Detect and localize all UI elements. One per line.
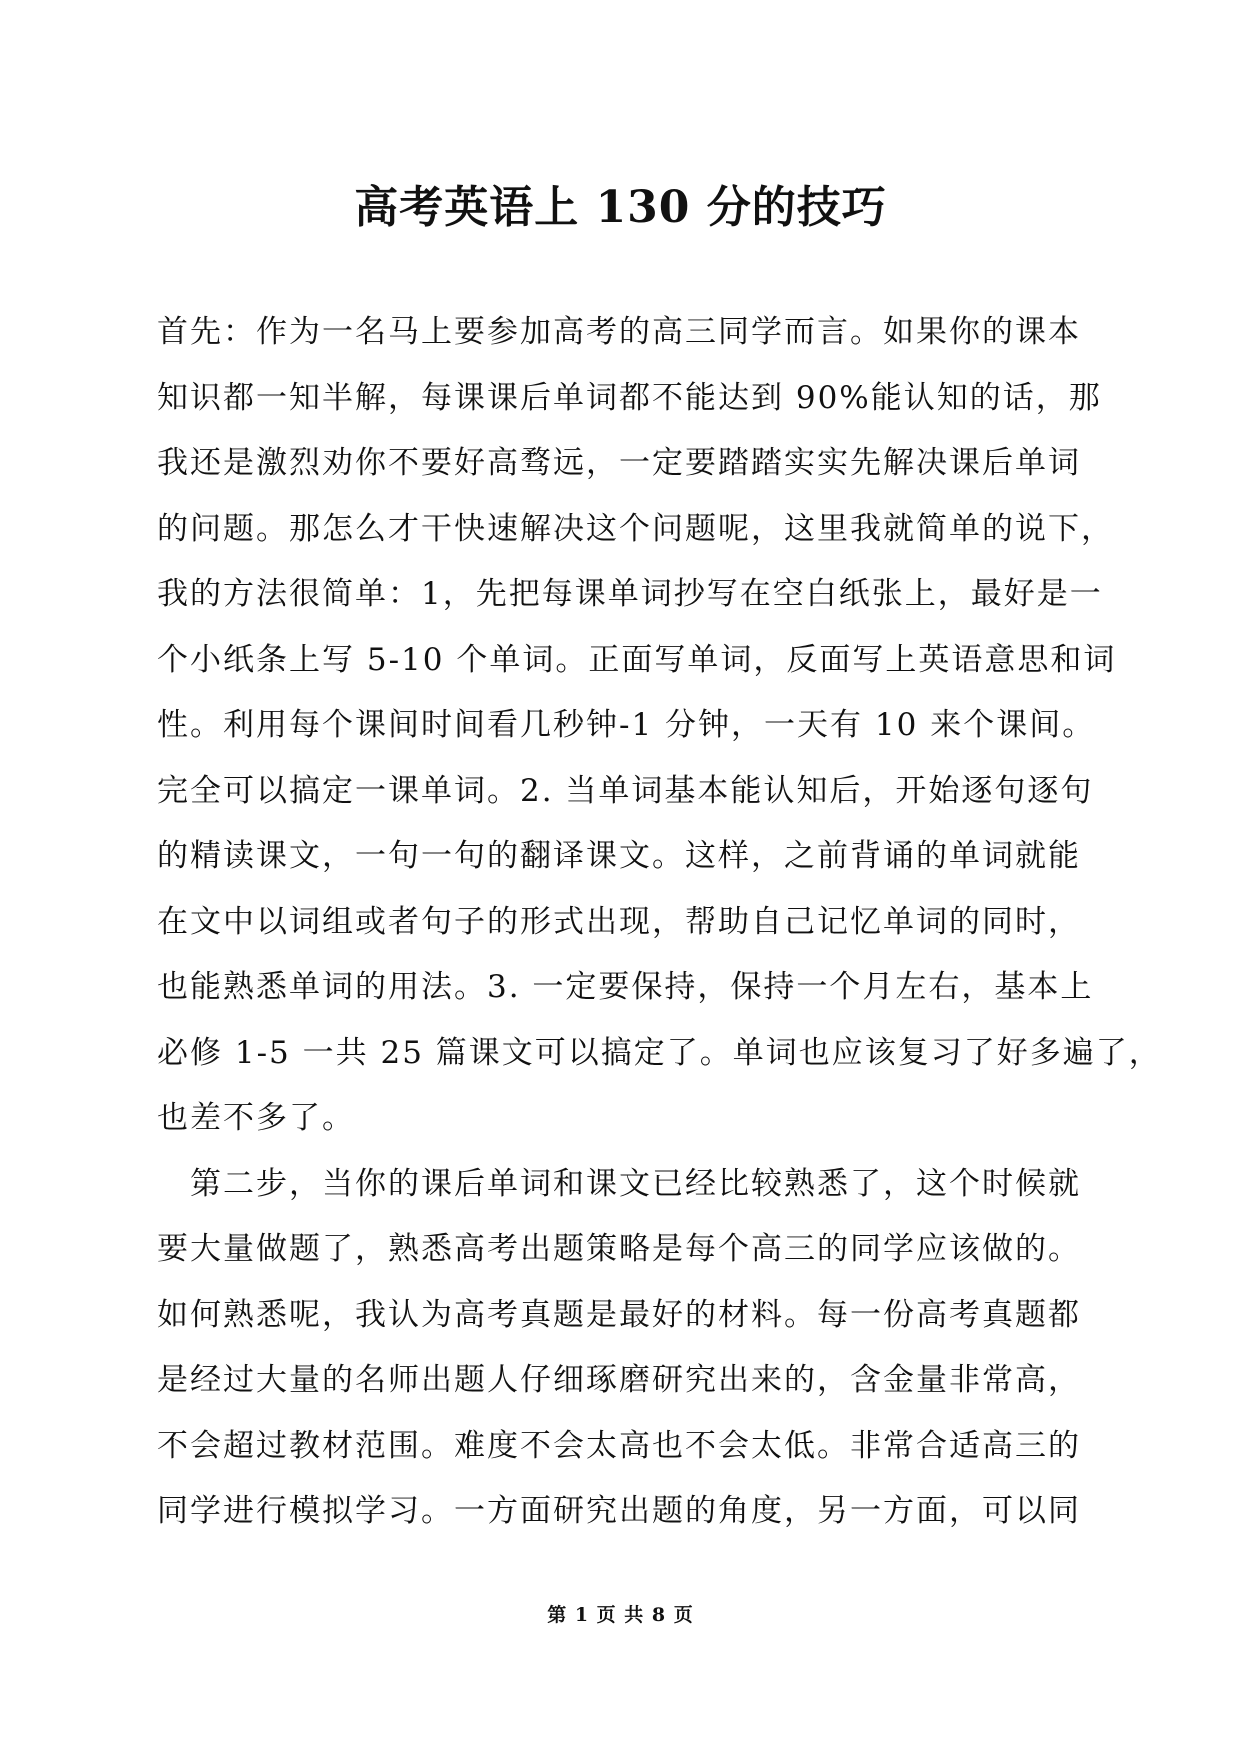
text-line: 在文中以词组或者句子的形式出现，帮助自己记忆单词的同时， — [157, 903, 1081, 940]
text-line: 如何熟悉呢，我认为高考真题是最好的材料。每一份高考真题都 — [157, 1296, 1081, 1333]
text-line: 也能熟悉单词的用法。3. 一定要保持，保持一个月左右，基本上 — [157, 969, 1094, 1005]
text-line: 的问题。那怎么才干快速解决这个问题呢，这里我就简单的说下， — [157, 510, 1114, 547]
text-line: 个小纸条上写 5-10 个单词。正面写单词，反面写上英语意思和词 — [157, 641, 1117, 678]
text-line: 要大量做题了，熟悉高考出题策略是每个高三的同学应该做的。 — [157, 1231, 1081, 1267]
text-line: 也差不多了。 — [157, 1100, 355, 1136]
text-line: 同学进行模拟学习。一方面研究出题的角度，另一方面，可以同 — [157, 1493, 1081, 1529]
text-line: 完全可以搞定一课单词。2. 当单词基本能认知后，开始逐句逐句 — [157, 772, 1094, 809]
text-line: 我的方法很简单：1，先把每课单词抄写在空白纸张上，最好是一 — [157, 576, 1103, 612]
text-line: 的精读课文，一句一句的翻译课文。这样，之前背诵的单词就能 — [157, 838, 1081, 874]
text-line: 第二步，当你的课后单词和课文已经比较熟悉了，这个时候就 — [157, 1165, 1081, 1202]
text-line: 性。利用每个课间时间看几秒钟-1 分钟，一天有 10 来个课间。 — [157, 707, 1096, 743]
page-number-footer: 第 1 页 共 8 页 — [547, 1604, 694, 1626]
text-line: 不会超过教材范围。难度不会太高也不会太低。非常合适高三的 — [157, 1427, 1081, 1464]
text-line: 是经过大量的名师出题人仔细琢磨研究出来的，含金量非常高， — [157, 1362, 1081, 1398]
document-title: 高考英语上 130 分的技巧 — [354, 182, 887, 233]
document-body — [157, 312, 1162, 1557]
text-line: 知识都一知半解，每课课后单词都不能达到 90%能认知的话，那 — [157, 379, 1102, 416]
text-line: 首先：作为一名马上要参加高考的高三同学而言。如果你的课本 — [157, 314, 1081, 350]
text-line: 我还是激烈劝你不要好高骛远，一定要踏踏实实先解决课后单词 — [157, 445, 1081, 481]
text-line: 必修 1-5 一共 25 篇课文可以搞定了。单词也应该复习了好多遍了， — [157, 1034, 1162, 1071]
